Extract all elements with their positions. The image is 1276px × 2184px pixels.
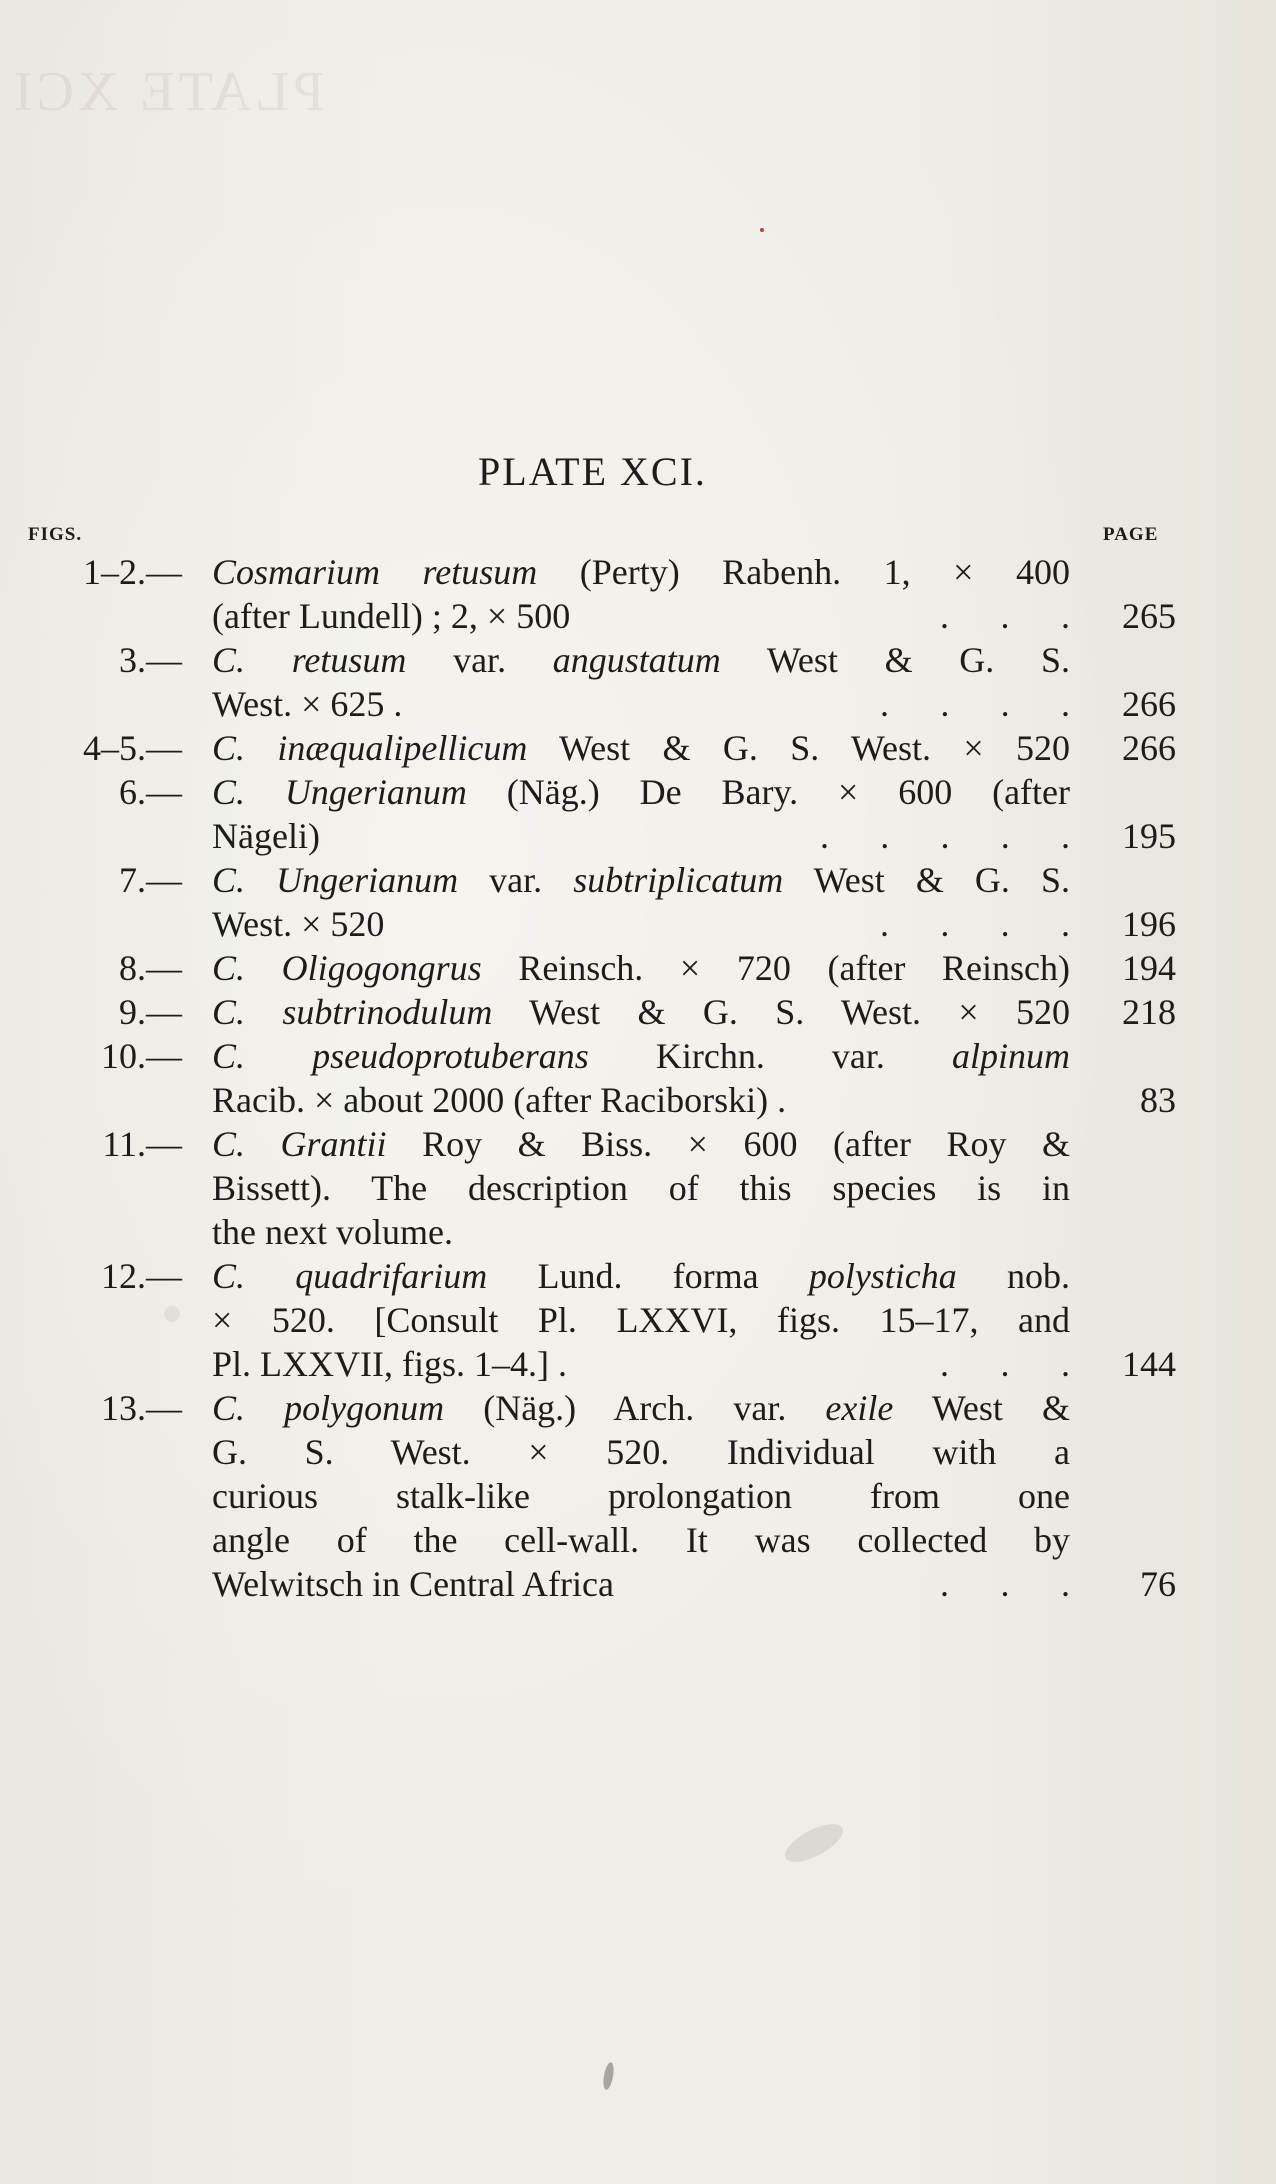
entry-text: C. quadrifarium Lund. forma polysticha nob.: [212, 1256, 1070, 1296]
entry-text: Nägeli): [212, 816, 320, 856]
entry-line: [0, 682, 1276, 726]
figure-number: 1–2.—: [83, 552, 182, 592]
entry-text: Cosmarium retusum (Perty) Rabenh. 1, × 400: [212, 552, 1070, 592]
entry-text: West. × 520: [212, 904, 385, 944]
page-title: PLATE XCI.: [478, 449, 707, 494]
entry-text: C. Ungerianum (Näg.) De Bary. × 600 (after: [212, 772, 1071, 812]
entry-line: [0, 814, 1276, 858]
entry-text: Welwitsch in Central Africa: [212, 1564, 614, 1604]
figure-entry: [0, 858, 1276, 946]
paper-stain: [780, 1816, 849, 1869]
entry-line: [0, 990, 1276, 1034]
entry-text: angle of the cell-wall. It was collected by: [212, 1520, 1070, 1560]
entry-line: [0, 946, 1276, 990]
figure-number: 10.—: [101, 1036, 182, 1076]
page-number: 195: [1122, 816, 1176, 856]
entry-line: [0, 1166, 1276, 1210]
page-number: 265: [1122, 596, 1176, 636]
entry-text: C. retusum var. angustatum West & G. S.: [212, 640, 1071, 680]
figure-number: 9.—: [119, 992, 182, 1032]
entry-text: Pl. LXXVII, figs. 1–4.] .: [212, 1344, 567, 1384]
figure-number: 7.—: [119, 860, 182, 900]
figure-entry: [0, 550, 1276, 638]
figure-list: [0, 550, 1276, 1606]
dot-leader: . . . . .: [820, 816, 1070, 856]
figure-number: 6.—: [119, 772, 182, 812]
figure-number: 3.—: [119, 640, 182, 680]
page-number: 266: [1122, 728, 1176, 768]
entry-line: [0, 1210, 1276, 1254]
page-number: 144: [1122, 1344, 1176, 1384]
entry-text: C. Ungerianum var. subtriplicatum West & G. S.: [212, 860, 1071, 900]
entry-text: C. Grantii Roy & Biss. × 600 (after Roy &: [212, 1124, 1071, 1164]
figure-entry: [0, 1122, 1276, 1254]
figs-column-header: FIGS.: [28, 524, 83, 545]
figure-number: 8.—: [119, 948, 182, 988]
entry-line: [0, 1034, 1276, 1078]
entry-line: [0, 1386, 1276, 1430]
figure-entry: [0, 770, 1276, 858]
figure-number: 13.—: [101, 1388, 182, 1428]
entry-text: Racib. × about 2000 (after Raciborski) .: [212, 1080, 787, 1120]
entry-line: [0, 726, 1276, 770]
paper-speck: [760, 228, 764, 232]
entry-line: [0, 1254, 1276, 1298]
dot-leader: . . .: [940, 596, 1070, 636]
entry-line: [0, 1430, 1276, 1474]
entry-line: [0, 858, 1276, 902]
entry-line: [0, 638, 1276, 682]
entry-line: [0, 1078, 1276, 1122]
dot-leader: . . . .: [880, 684, 1070, 724]
dot-leader: . . . .: [880, 904, 1070, 944]
entry-line: [0, 902, 1276, 946]
entry-line: [0, 1474, 1276, 1518]
entry-text: C. polygonum (Näg.) Arch. var. exile West &: [212, 1388, 1071, 1428]
page-number: 196: [1122, 904, 1176, 944]
entry-line: [0, 1562, 1276, 1606]
entry-text: (after Lundell) ; 2, × 500: [212, 596, 571, 636]
entry-line: [0, 594, 1276, 638]
figure-entry: [0, 726, 1276, 770]
entry-text: G. S. West. × 520. Individual with a: [212, 1432, 1070, 1472]
figure-number: 4–5.—: [83, 728, 182, 768]
figure-number: 11.—: [102, 1124, 182, 1164]
entry-text: C. Oligogongrus Reinsch. × 720 (after Reinsch): [212, 948, 1071, 988]
figure-entry: [0, 1034, 1276, 1122]
entry-line: [0, 1298, 1276, 1342]
figure-entry: [0, 946, 1276, 990]
entry-text: C. pseudoprotuberans Kirchn. var. alpinum: [212, 1036, 1071, 1076]
figure-number: 12.—: [101, 1256, 182, 1296]
entry-text: curious stalk-like prolongation from one: [212, 1476, 1070, 1516]
figure-entry: [0, 990, 1276, 1034]
paper-speck: [164, 1306, 180, 1322]
paper-mark: [602, 2061, 616, 2090]
dot-leader: . . .: [940, 1564, 1070, 1604]
bleed-through-text: PLATE XCI: [10, 61, 325, 123]
entry-text: × 520. [Consult Pl. LXXVI, figs. 15–17, and: [212, 1300, 1070, 1340]
entry-text: West. × 625 .: [212, 684, 403, 724]
entry-line: [0, 770, 1276, 814]
entry-line: [0, 550, 1276, 594]
entry-line: [0, 1342, 1276, 1386]
figure-entry: [0, 638, 1276, 726]
page-number: 83: [1140, 1080, 1176, 1120]
entry-text: Bissett). The description of this species is in: [212, 1168, 1070, 1208]
page-number: 218: [1122, 992, 1176, 1032]
entry-text: C. subtrinodulum West & G. S. West. × 520: [212, 992, 1070, 1032]
figure-entry: [0, 1254, 1276, 1386]
entry-text: C. inæqualipellicum West & G. S. West. × 520: [212, 728, 1071, 768]
entry-text: the next volume.: [212, 1212, 453, 1252]
dot-leader: . . .: [940, 1344, 1070, 1384]
page-number: 76: [1140, 1564, 1176, 1604]
figure-entry: [0, 1386, 1276, 1606]
page-number: 266: [1122, 684, 1176, 724]
entry-line: [0, 1518, 1276, 1562]
page-column-header: PAGE: [1103, 524, 1159, 545]
entry-line: [0, 1122, 1276, 1166]
page-number: 194: [1122, 948, 1176, 988]
